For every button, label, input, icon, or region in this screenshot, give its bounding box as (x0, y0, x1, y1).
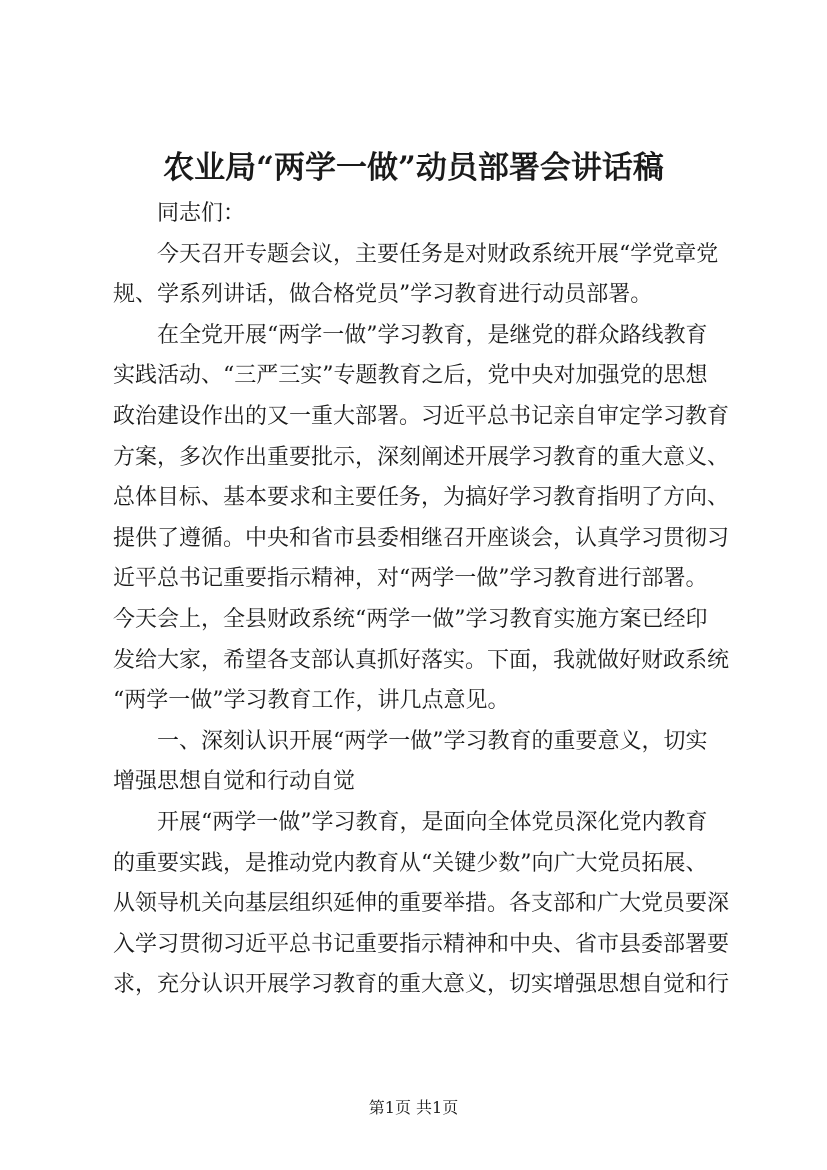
text-line: 从领导机关向基层组织延伸的重要举措。各支部和广大党员要深 (113, 891, 730, 917)
paragraph-opening (113, 235, 745, 316)
text-line: 在全党开展“两学一做”学习教育，是继党的群众路线教育 (157, 322, 708, 348)
text-line: 开展“两学一做”学习教育，是面向全体党员深化党内教育 (157, 809, 708, 835)
text-line: 今天会上，全县财政系统“两学一做”学习教育实施方案已经印 (113, 606, 708, 632)
text-line: 求，充分认识开展学习教育的重大意义，切实增强思想自觉和行 (113, 972, 730, 998)
paragraph-background (113, 316, 745, 722)
text-line: “两学一做”学习教育工作，讲几点意见。 (113, 688, 510, 714)
paragraph-salutation (113, 194, 745, 235)
text-line: 提供了遵循。中央和省市县委相继召开座谈会，认真学习贯彻习 (113, 525, 730, 551)
paragraph-significance (113, 803, 745, 1006)
text-line: 增强思想自觉和行动自觉 (113, 769, 356, 795)
text-line: 的重要实践，是推动党内教育从“关键少数”向广大党员拓展、 (113, 850, 708, 876)
document-title: 农业局“两学一做”动员部署会讲话稿 (163, 150, 664, 186)
text-line: 一、深刻认识开展“两学一做”学习教育的重要意义，切实 (157, 728, 708, 754)
text-line: 今天召开专题会议，主要任务是对财政系统开展“学党章党 (157, 241, 719, 267)
text-line: 入学习贯彻习近平总书记重要指示精神和中央、省市县委部署要 (113, 931, 730, 957)
text-line: 政治建设作出的又一重大部署。习近平总书记亲自审定学习教育 (113, 403, 730, 429)
text-line: 总体目标、基本要求和主要任务，为搞好学习教育指明了方向、 (113, 485, 730, 511)
text-line: 规、学系列讲话，做合格党员”学习教育进行动员部署。 (113, 282, 653, 308)
text-line: 发给大家，希望各支部认真抓好落实。下面，我就做好财政系统 (113, 647, 730, 673)
text-line: 方案，多次作出重要批示，深刻阐述开展学习教育的重大意义、 (113, 444, 730, 470)
text-line: 近平总书记重要指示精神，对“两学一做”学习教育进行部署。 (113, 566, 708, 592)
page-footer: 第1页 共1页 (368, 1098, 459, 1117)
section-heading-one (113, 722, 745, 803)
document-body (113, 194, 745, 1006)
text-line: 同志们： (157, 201, 246, 226)
text-line: 实践活动、“三严三实”专题教育之后，党中央对加强党的思想 (113, 363, 708, 389)
